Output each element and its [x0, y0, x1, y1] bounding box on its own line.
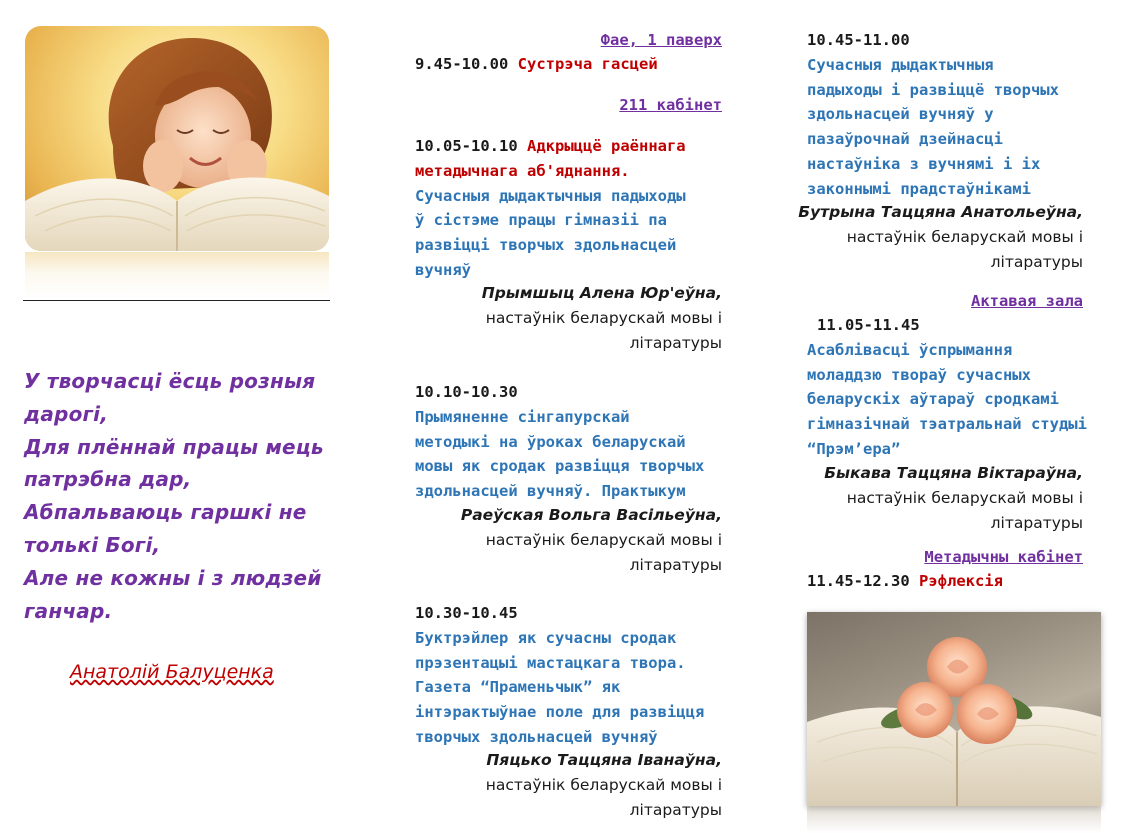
session-desc: методыкі на ўроках беларускай: [415, 432, 686, 451]
session-desc: Сучасныя дыдактычныя падыходы: [415, 186, 686, 205]
speaker-role: літаратуры: [629, 555, 722, 574]
session-desc: Прымяненне сінгапурскай: [415, 407, 630, 426]
session-desc: Асаблівасці ўспрымання: [807, 340, 1013, 359]
session-desc: развіцці творчых здольнасцей: [415, 236, 677, 255]
session-desc: інтэрактыўнае поле для развіцця: [415, 703, 705, 722]
poem-line: Але не кожны і з людзей: [24, 565, 322, 590]
session-time: 10.45-11.00: [807, 31, 910, 49]
session-extracurricular: [807, 28, 1107, 202]
session-title: Рэфлексія: [919, 572, 1003, 590]
location-foyer: Фае, 1 паверх: [600, 31, 722, 49]
session-reflection: [807, 569, 1003, 594]
session-time: 10.05-10.10: [415, 137, 518, 155]
session-desc: творчых здольнасцей вучняў: [415, 727, 658, 746]
girl-reading-photo: [25, 26, 329, 251]
session-desc: пазаўрочнай дзейнасці: [807, 130, 1003, 149]
roses-on-book-photo: [807, 612, 1101, 806]
session-time: 10.30-10.45: [415, 604, 518, 622]
session-opening: [415, 134, 725, 283]
speaker-block: Быкава Таццяна Віктараўна, настаўнік беларускай мовы і літаратуры: [783, 461, 1083, 535]
session-singapore: [415, 380, 725, 504]
divider-line: [23, 300, 330, 301]
session-time: 11.05-11.45: [817, 316, 920, 334]
session-desc: “Прэм’ера”: [807, 439, 901, 458]
poem-line: ганчар.: [24, 598, 113, 623]
poem-line: Абпальваюць гаршкі не: [24, 500, 307, 525]
session-desc: здольнасцей вучняў. Практыкум: [415, 482, 686, 501]
location-room-211: 211 кабінет: [619, 96, 722, 114]
speaker-role: літаратуры: [990, 513, 1083, 532]
speaker-role: літаратуры: [629, 800, 722, 819]
session-desc: Газета “Праменьчык” як: [415, 678, 621, 697]
session-desc: падыходы і развіццё творчых: [807, 80, 1059, 99]
speaker-role: настаўнік беларускай мовы і: [485, 775, 722, 794]
session-desc: мовы як сродак развіцця творчых: [415, 457, 705, 476]
speaker-role: настаўнік беларускай мовы і: [846, 227, 1083, 246]
session-desc: моладдзю твораў сучасных: [807, 365, 1031, 384]
speaker-block: Раеўская Вольга Васільеўна, настаўнік беларускай мовы і літаратуры: [422, 503, 722, 577]
poem-line: дарогі,: [24, 401, 109, 426]
session-desc: Сучасныя дыдактычныя: [807, 55, 994, 74]
session-desc: ў сістэме працы гімназіі па: [415, 211, 667, 230]
poem-line: У творчасці ёсць розныя: [24, 369, 316, 393]
session-desc: гімназічнай тэатральнай студыі: [807, 415, 1087, 434]
poem: [24, 365, 344, 627]
session-time: 9.45-10.00: [415, 55, 509, 73]
poem-line: Для плённай працы мець: [24, 434, 324, 459]
speaker-name: Быкава Таццяна Віктараўна: [824, 464, 1078, 482]
speaker-role: літаратуры: [990, 252, 1083, 271]
session-time: 11.45-12.30: [807, 572, 910, 590]
session-booktrailer: [415, 601, 725, 750]
speaker-block: Пяцько Таццяна Іванаўна, настаўнік беларускай мовы і літаратуры: [422, 748, 722, 822]
speaker-name: Пяцько Таццяна Іванаўна: [486, 751, 717, 769]
location-assembly-hall: Актавая зала: [971, 292, 1083, 310]
session-desc: настаўніка з вучнямі і іх: [807, 154, 1041, 173]
poem-author: Анатолій Балуценка: [70, 661, 274, 683]
session-greeting: [415, 52, 658, 77]
speaker-name: Прымшыц Алена Юр'еўна: [481, 284, 717, 302]
speaker-block: Прымшыц Алена Юр'еўна, настаўнік беларускай мовы і літаратуры: [422, 281, 722, 355]
speaker-role: настаўнік беларускай мовы і: [485, 530, 722, 549]
session-title: Сустрэча гасцей: [517, 55, 658, 73]
session-desc: прэзентацыі мастацкага твора.: [415, 653, 686, 672]
session-desc: Буктрэйлер як сучасны сродак: [415, 628, 677, 647]
speaker-block: Бутрына Таццяна Анатольеўна, настаўнік беларускай мовы і літаратуры: [783, 200, 1083, 274]
session-title: Адкрыццё раённага: [527, 137, 686, 155]
poem-line: толькі Богі,: [24, 532, 161, 557]
speaker-role: настаўнік беларускай мовы і: [485, 308, 722, 327]
location-methodical-room: Метадычны кабінет: [924, 548, 1083, 566]
speaker-role: літаратуры: [629, 333, 722, 352]
session-desc: вучняў: [415, 260, 471, 279]
session-desc: здольнасцей вучняў у: [807, 105, 994, 124]
speaker-role: настаўнік беларускай мовы і: [846, 488, 1083, 507]
session-desc: беларускіх аўтараў сродкамі: [807, 390, 1059, 409]
speaker-name: Бутрына Таццяна Анатольеўна: [798, 203, 1078, 221]
photo-reflection: [807, 806, 1101, 833]
session-desc: законнымі прадстаўнікамі: [807, 179, 1031, 198]
session-title: метадычнага аб'яднання.: [415, 161, 630, 180]
photo-reflection: [25, 252, 329, 300]
session-time: 10.10-10.30: [415, 383, 518, 401]
speaker-name: Раеўская Вольга Васільеўна: [460, 506, 717, 524]
poem-line: патрэбна дар,: [24, 467, 192, 492]
session-theatre: [807, 313, 1107, 462]
